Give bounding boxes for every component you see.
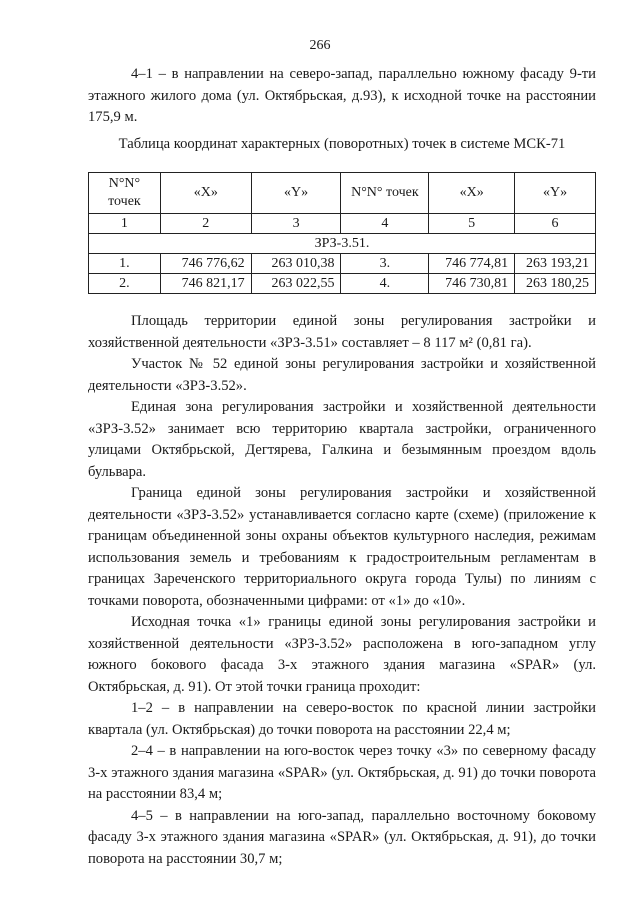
border-paragraph: Граница единой зоны регулирования застройки и хозяйственной деятельности «ЗРЗ-3.52» устанавливается согласно карте (схеме) (приложение к границам объединенной зоны охраны объектов культурного наследия, режимам использования земель и требованиям к градостроительным регламентам в границах Зареченского территориального округа города Тулы) по линиям с точками поворота, обозначенными цифрами: от «1» до «10». (88, 485, 596, 609)
table-cell: 1. (89, 254, 161, 274)
table-cell: 746 774,81 (429, 254, 515, 274)
table-header-cell: «X» (160, 173, 251, 214)
table-cell: 746 821,17 (160, 274, 251, 294)
table-caption: Таблица координат характерных (поворотных) точек в системе МСК-71 (118, 136, 566, 152)
segment-1-2-paragraph: 1–2 – в направлении на северо-восток по красной линии застройки квартала (ул. Октябрьская) до точки поворота на расстоянии 22,4 м; (88, 700, 596, 738)
table-header-cell: «X» (429, 173, 515, 214)
zone-paragraph: Единая зона регулирования застройки и хозяйственной деятельности «ЗРЗ-3.52» занимает всю территорию квартала застройки, ограниченного улицами Октябрьской, Дегтярева, Галкина и безымянным проездом вдоль бульвара. (88, 399, 596, 480)
area-paragraph: Площадь территории единой зоны регулирования застройки и хозяйственной деятельности «ЗРЗ-3.51» составляет – 8 117 м² (0,81 га). (88, 313, 596, 351)
table-cell: 263 022,55 (251, 274, 341, 294)
column-number: 2 (160, 214, 251, 234)
column-number: 1 (89, 214, 161, 234)
table-row (89, 274, 596, 294)
segment-2-4-paragraph: 2–4 – в направлении на юго-восток через точку «3» по северному фасаду 3-х этажного здания магазина «SPAR» (ул. Октябрьская, д. 91) до точки поворота на расстоянии 83,4 м; (88, 743, 596, 802)
table-cell: 263 193,21 (515, 254, 596, 274)
section-paragraph: Участок № 52 единой зоны регулирования застройки и хозяйственной деятельности «ЗРЗ-3.52». (88, 356, 596, 394)
table-cell: 263 010,38 (251, 254, 341, 274)
body-text (88, 311, 596, 870)
table-cell: 2. (89, 274, 161, 294)
table-row (89, 254, 596, 274)
start-point-paragraph: Исходная точка «1» границы единой зоны регулирования застройки и хозяйственной деятельности «ЗРЗ-3.52» расположена в юго-западном углу южного бокового фасада 3-х этажного здания магазина «SPAR» (ул. Октябрьская, д. 91). От этой точки граница проходит: (88, 614, 596, 695)
table-header-cell: «Y» (515, 173, 596, 214)
table-header-row (89, 173, 596, 214)
table-header-cell: N°N° точек (341, 173, 429, 214)
column-number: 3 (251, 214, 341, 234)
table-cell: 746 776,62 (160, 254, 251, 274)
column-number: 4 (341, 214, 429, 234)
table-cell: 3. (341, 254, 429, 274)
table-cell: 4. (341, 274, 429, 294)
column-number: 5 (429, 214, 515, 234)
table-cell: 263 180,25 (515, 274, 596, 294)
table-section-title: ЗРЗ-3.51. (89, 234, 596, 254)
column-number: 6 (515, 214, 596, 234)
coordinates-table (88, 172, 596, 294)
segment-4-5-paragraph: 4–5 – в направлении на юго-запад, параллельно восточному боковому фасаду 3-х этажного здания магазина «SPAR» (ул. Октябрьская, д. 91), до точки поворота на расстоянии 30,7 м; (88, 807, 596, 867)
table-header-cell: «Y» (251, 173, 341, 214)
table-header-cell: N°N° точек (89, 173, 161, 214)
table-cell: 746 730,81 (429, 274, 515, 294)
page-number: 266 (309, 38, 331, 53)
table-section-row (89, 234, 596, 254)
table-column-number-row (89, 214, 596, 234)
intro-paragraph: 4–1 – в направлении на северо-запад, параллельно южному фасаду 9-ти этажного жилого дома (ул. Октябрьская, д.93), к исходной точке на расстоянии 175,9 м. (88, 66, 596, 125)
